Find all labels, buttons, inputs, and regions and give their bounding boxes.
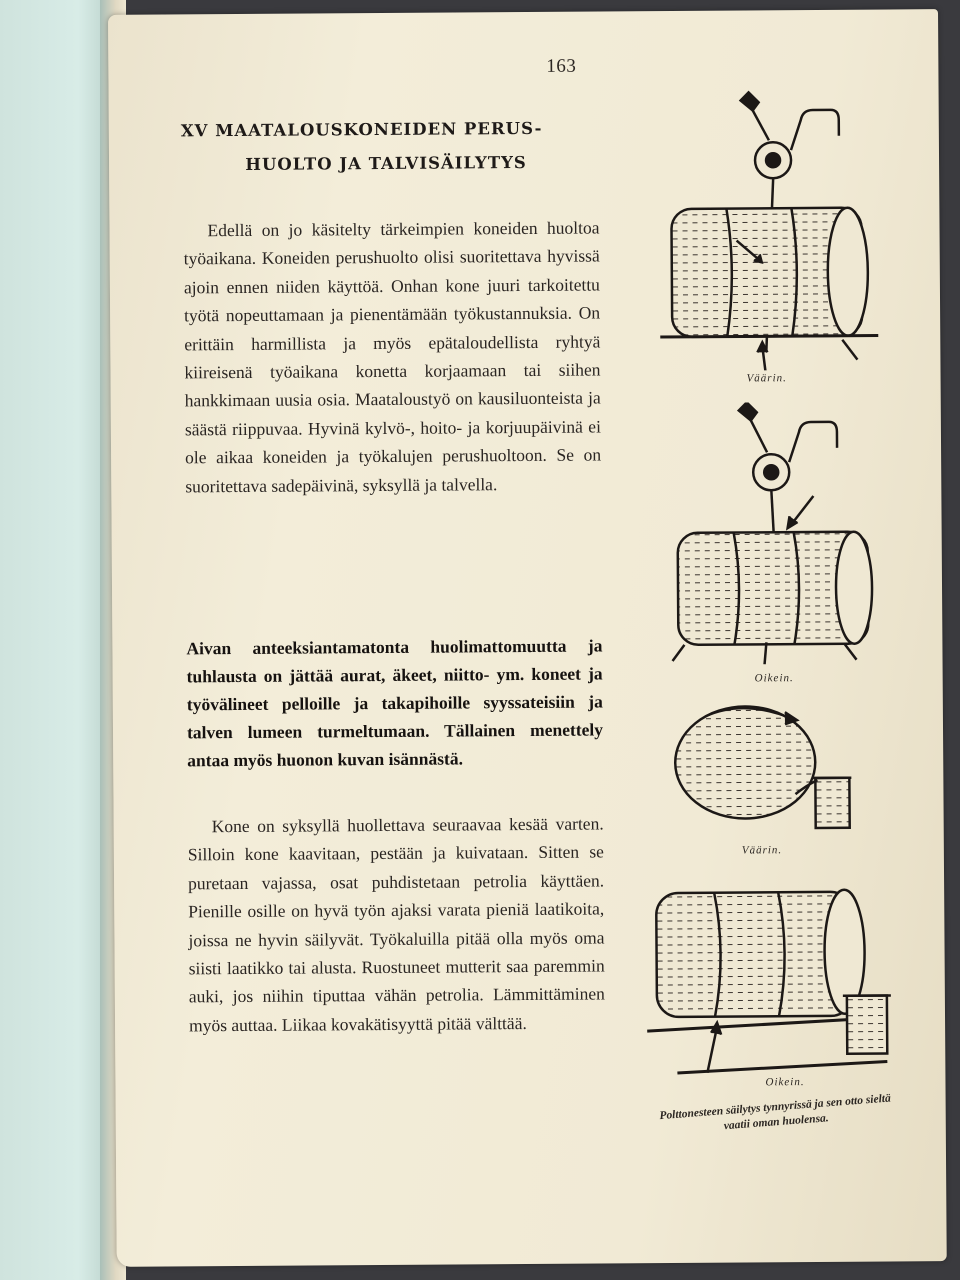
figure-caption: Polttonesteen säilytys tynnyrissä ja sen otto sieltä vaatii oman huolensa. [659,1092,892,1133]
facing-page-edge [0,0,112,1280]
chapter-title [181,112,591,183]
book-page [108,9,947,1267]
chapter-title-line-2: HUOLTO JA TALVISÄILYTYS [245,152,527,174]
barrel-pump-right-illustration [643,401,895,665]
figure-barrel-tap-right [646,875,897,1087]
paragraph-bold-warning: Aivan anteeksiantamatonta huolimattomuutta ja tuhlausta on jättää aurat, äkeet, niitto- ym. koneet ja työvälineet pelloille ja takapihoille syyssateisiin ja talven lumeen turmeltumaan. Tällainen menettely antaa myös huonon kuvan isännästä. [186,635,604,771]
chapter-title-line-1: XV MAATALOUSKONEIDEN PERUS- [180,118,543,141]
barrel-pump-wrong-illustration [641,89,893,371]
paragraph-autumn-maintenance: Kone on syksyllä huollettava seuraavaa kesää varten. Silloin kone kaavitaan, pestään ja kuivataan. Sitten se puretaan vajassa, osat puhdistetaan petrolia käyttäen. Pienille osille on hyvä työn ajaksi varata pieniä laatikoita, joissa ne hyvin säilyvät. Työkaluilla pitää olla myös oma siisti laatikko tai alusta. Ruostuneet mutterit saa paremmin auki, jos niihin tiputtaa vähän petrolia. Lämmittäminen myös auttaa. Liikaa kovakätisyyttä pitää välttää. [187,813,605,1036]
paragraph-intro: Edellä on jo käsitelty tärkeimpien koneiden huoltoa työaikana. Koneiden perushuolto olisi suoritettava hyvissä ajoin ennen niiden käyttöä. Onhan kone juuri tarkoitettu työtä nopeuttamaan ja pienentämään työkustannuksia. On erittäin harmillista ja myös epätaloudellista ryhtyä kiireisenä työaikana konetta korjaamaan tai siihen hankkimaan uusia osia. Maataloustyö on kausiluonteista ja säästä riippuvaa. Hyvinä kylvö-, hoito- ja korjuupäivinä ei ole aikaa koneiden ja työkalujen perushuoltoon. Se on suoritettava sadepäivinä, syksyllä ja talvella. [183,217,602,497]
figure-barrel-tilted-wrong [645,697,896,861]
figure-1-label: Väärin. [746,372,787,385]
page-number: 163 [546,55,577,77]
barrel-tap-right-illustration [646,875,907,1077]
figure-4-label: Oikein. [765,1076,805,1089]
barrel-tilted-wrong-illustration [645,697,896,839]
figure-2-label: Oikein. [754,672,794,685]
figure-barrel-pump-right [643,401,895,693]
figure-3-label: Väärin. [741,844,783,857]
figure-barrel-pump-wrong [641,89,893,391]
